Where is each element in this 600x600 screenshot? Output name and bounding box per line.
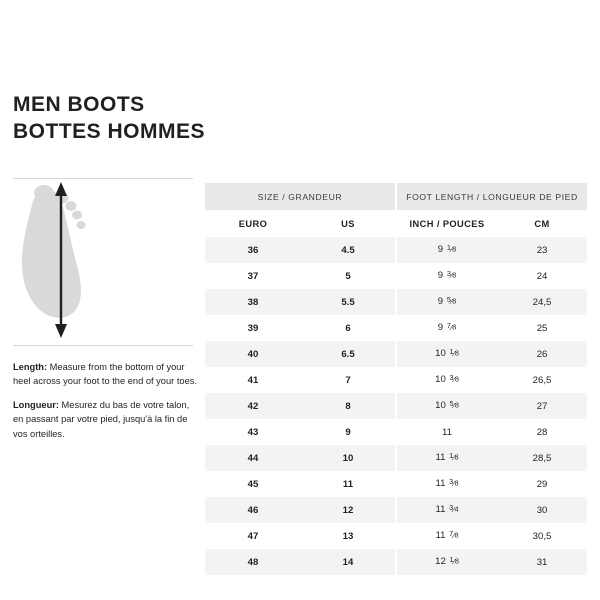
cell-euro: 37 [205,263,301,289]
table-row [205,393,587,419]
legend-fr [13,398,198,441]
cell-euro: 41 [205,367,301,393]
cell-inch: 9 $^3⁄_8$ [396,263,497,289]
cell-cm: 28 [497,419,587,445]
table-row [205,289,587,315]
cell-euro: 46 [205,497,301,523]
legend-en-text: Measure from the bottom of your heel across your foot to the end of your toes. [13,362,197,387]
cell-inch: 9 $^7⁄_8$ [396,315,497,341]
cell-inch: 10 $^5⁄_8$ [396,393,497,419]
cell-euro: 36 [205,237,301,263]
legend-en [13,360,198,389]
cell-cm: 30 [497,497,587,523]
cell-us: 12 [301,497,396,523]
cell-inch: 11 $^3⁄_8$ [396,471,497,497]
column-header-us: US [301,210,396,237]
cell-us: 8 [301,393,396,419]
cell-us: 4.5 [301,237,396,263]
cell-cm: 29 [497,471,587,497]
group-header-foot-length: FOOT LENGTH / LONGUEUR DE PIED [396,183,587,210]
column-header-cm: CM [497,210,587,237]
title-line-fr: BOTTES HOMMES [13,119,206,143]
group-header-size: SIZE / GRANDEUR [205,183,396,210]
table-column-header-row [205,210,587,237]
cell-us: 6.5 [301,341,396,367]
table-row [205,315,587,341]
cell-cm: 31 [497,549,587,575]
table-row [205,549,587,575]
cell-cm: 30,5 [497,523,587,549]
cell-euro: 47 [205,523,301,549]
cell-euro: 44 [205,445,301,471]
measurement-guide [13,178,197,450]
table-row [205,367,587,393]
cell-cm: 25 [497,315,587,341]
cell-cm: 24,5 [497,289,587,315]
table-body [205,237,587,575]
cell-us: 5 [301,263,396,289]
divider-top [13,178,193,179]
cell-euro: 43 [205,419,301,445]
cell-us: 6 [301,315,396,341]
table-row [205,523,587,549]
foot-outline-icon [13,178,193,346]
cell-us: 11 [301,471,396,497]
cell-inch: 10 $^1⁄_8$ [396,341,497,367]
table-row [205,471,587,497]
cell-cm: 26 [497,341,587,367]
cell-inch: 10 $^3⁄_8$ [396,367,497,393]
column-header-euro: EURO [205,210,301,237]
measurement-legend [13,360,198,441]
cell-inch: 11 $^7⁄_8$ [396,523,497,549]
size-table [205,183,587,575]
cell-euro: 42 [205,393,301,419]
cell-inch: 11 $^1⁄_8$ [396,445,497,471]
cell-inch: 12 $^1⁄_8$ [396,549,497,575]
divider-bottom [13,345,193,346]
legend-fr-label: Longueur: [13,399,59,410]
size-chart-table [205,183,587,575]
cell-cm: 23 [497,237,587,263]
column-header-inch: INCH / POUCES [396,210,497,237]
cell-us: 14 [301,549,396,575]
cell-cm: 24 [497,263,587,289]
legend-fr-text: Mesurez du bas de votre talon, en passant par votre pied, jusqu'à la fin de vos orteilles. [13,399,190,439]
table-row [205,263,587,289]
cell-us: 7 [301,367,396,393]
table-row [205,237,587,263]
cell-us: 5.5 [301,289,396,315]
cell-inch: 9 $^1⁄_8$ [396,237,497,263]
cell-cm: 27 [497,393,587,419]
cell-inch: 11 [396,419,497,445]
foot-illustration [13,178,193,346]
cell-us: 10 [301,445,396,471]
cell-us: 13 [301,523,396,549]
title-line-en: MEN BOOTS [13,93,145,116]
cell-euro: 40 [205,341,301,367]
table-row [205,497,587,523]
table-row [205,445,587,471]
legend-en-label: Length: [13,362,48,372]
cell-us: 9 [301,419,396,445]
cell-inch: 9 $^5⁄_8$ [396,289,497,315]
cell-euro: 45 [205,471,301,497]
cell-cm: 28,5 [497,445,587,471]
cell-cm: 26,5 [497,367,587,393]
table-row [205,341,587,367]
cell-euro: 38 [205,289,301,315]
cell-euro: 48 [205,549,301,575]
table-group-header-row [205,183,587,210]
cell-inch: 11 $^3⁄_4$ [396,497,497,523]
cell-euro: 39 [205,315,301,341]
page-title [13,92,205,146]
table-row [205,419,587,445]
